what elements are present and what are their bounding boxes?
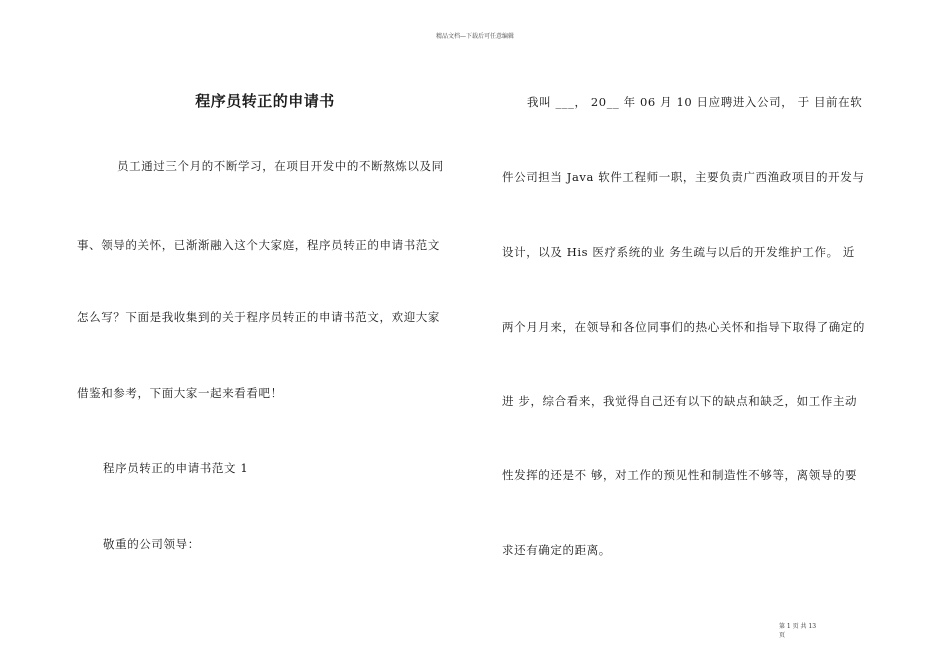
right-paragraph-line: 件公司担当 Java 软件工程师一职，主要负责广西渔政项目的开发与 [502,170,865,184]
page-number: 第 1 页 共 13 [779,623,817,630]
right-paragraph-line: 性发挥的还是不 够，对工作的预见性和制造性不够等，离领导的要 [502,468,858,482]
right-paragraph-line: 两个月月来，在领导和各位同事们的热心关怀和指导下取得了确定的 [502,320,865,334]
right-paragraph-line: 求还有确定的距离。 [502,543,611,557]
header-note: 精品文档—下载后可任意编辑 [435,33,514,40]
right-paragraph-line: 进 步，综合看来，我觉得自己还有以下的缺点和缺乏，如工作主动 [502,394,858,408]
right-paragraph-line: 设计，以及 His 医疗系统的业 务生疏与以后的开发维护工作。 近 [502,245,856,259]
document-title: 程序员转正的申请书 [195,92,335,110]
right-paragraph-line: 我叫 ___， 20__ 年 06 月 10 日应聘进入公司， 于 目前在软 [527,95,863,109]
left-paragraph-line: 借鉴和参考，下面大家一起来看看吧！ [77,386,283,400]
salutation: 敬重的公司领导： [103,537,200,551]
sample-heading: 程序员转正的申请书范文 1 [103,461,249,475]
page-number-suffix: 页 [779,632,786,639]
left-paragraph-line: 事、领导的关怀，已渐渐融入这个大家庭，程序员转正的申请书范文 [77,238,440,252]
left-paragraph-line: 员工通过三个月的不断学习，在项目开发中的不断熬炼以及同 [117,159,444,173]
left-paragraph-line: 怎么写？下面是我收集到的关于程序员转正的申请书范文，欢迎大家 [77,310,440,324]
page-footer [779,622,816,640]
